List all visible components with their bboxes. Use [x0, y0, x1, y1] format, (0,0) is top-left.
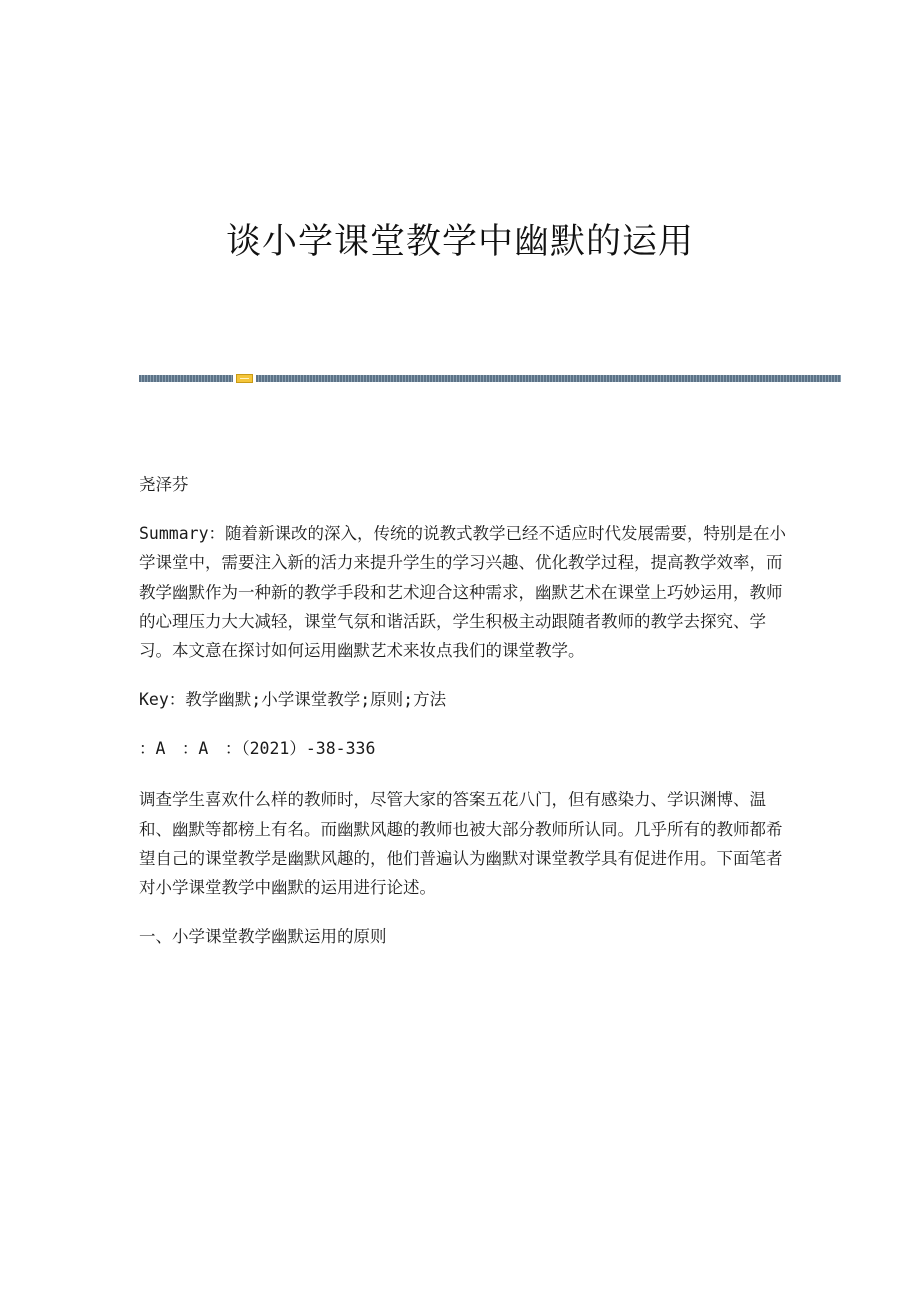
document-title: 谈小学课堂教学中幽默的运用: [225, 222, 694, 262]
author-name: 尧泽芬: [139, 475, 189, 494]
section-heading: 一、小学课堂教学幽默运用的原则: [139, 927, 387, 947]
keywords-line: Key：教学幽默;小学课堂教学;原则;方法: [139, 690, 447, 710]
divider-bar-right: [256, 375, 841, 382]
classification-line: ：A ：A ：（2021）-38-336: [139, 739, 376, 759]
body-paragraph: 调查学生喜欢什么样的教师时，尽管大家的答案五花八门，但有感染力、学识渊博、温和、幽默等都榜上有名。而幽默风趣的教师也被大部分教师所认同。几乎所有的教师都希望自己的课堂教学是幽默风趣的，他们普遍认为幽默对课堂教学具有促进作用。下面笔者对小学课堂教学中幽默的运用进行论述。: [139, 790, 783, 897]
summary-paragraph: Summary：随着新课改的深入，传统的说教式教学已经不适应时代发展需要，特别是在小学课堂中，需要注入新的活力来提升学生的学习兴趣、优化教学过程，提高教学效率，而教学幽默作为一种新的教学手段和艺术迎合这种需求，幽默艺术在课堂上巧妙运用，教师的心理压力大大减轻，课堂气氛和谐活跃，学生积极主动跟随者教师的教学去探究、学习。本文意在探讨如何运用幽默艺术来妆点我们的课堂教学。: [139, 524, 787, 660]
divider-ornament-icon: [236, 374, 253, 383]
document-body: [139, 470, 789, 951]
divider-bar-left: [139, 375, 233, 382]
title-divider: [139, 374, 841, 383]
